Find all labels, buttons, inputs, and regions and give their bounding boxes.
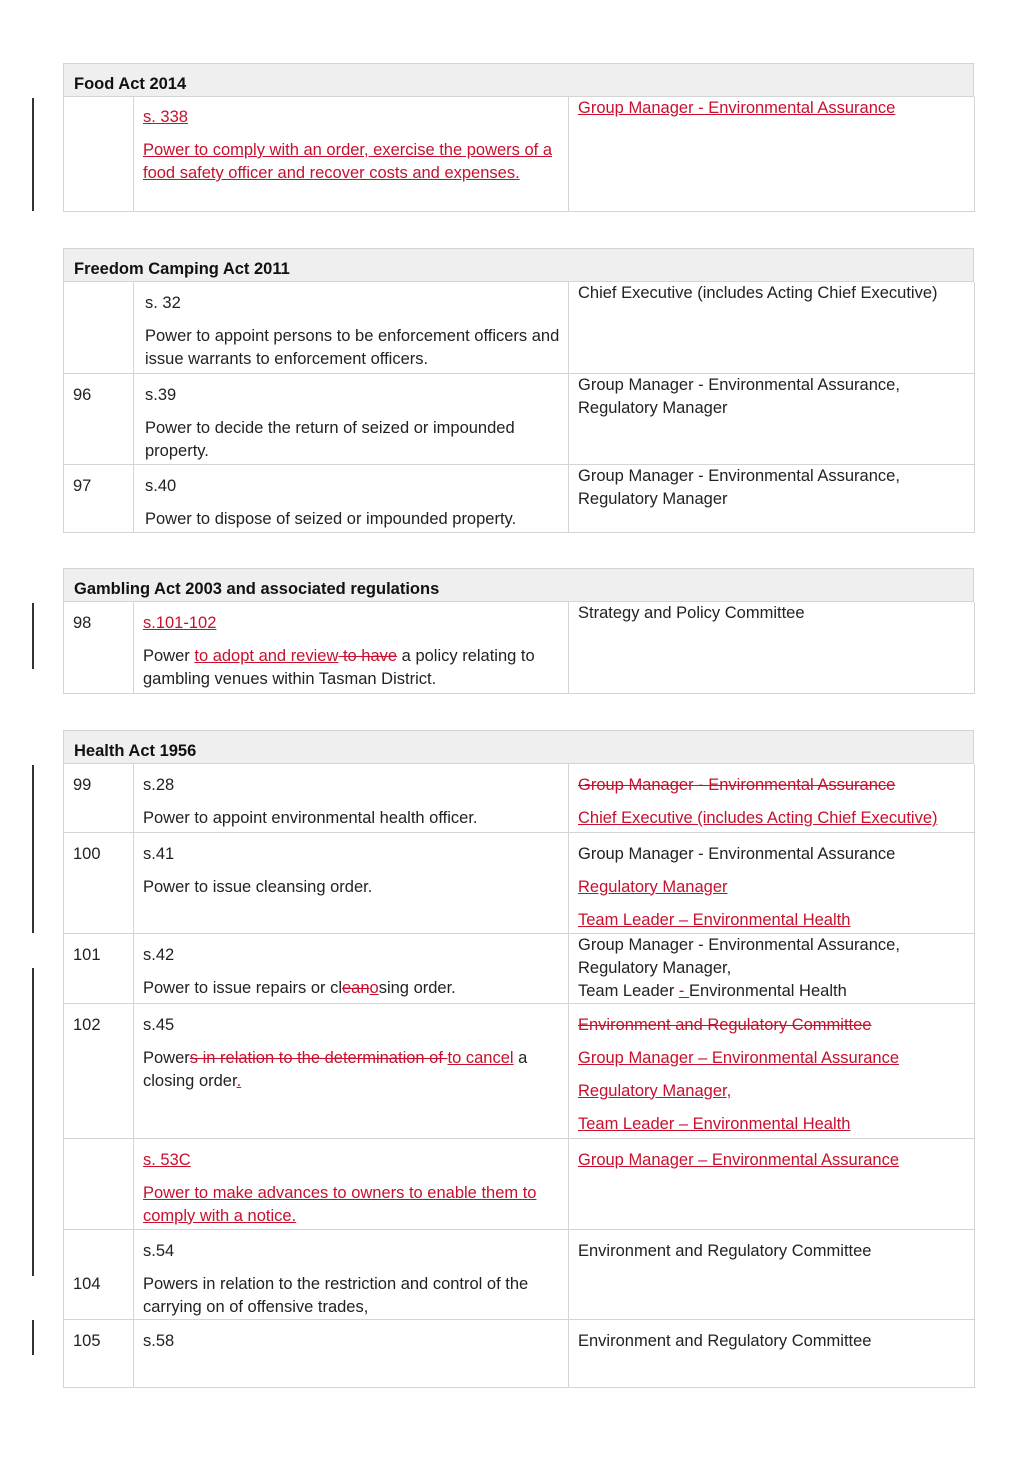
table-row [64, 282, 975, 373]
delegate-inserted: Regulatory Manager, [578, 1081, 732, 1100]
inserted-text: . [236, 1071, 242, 1090]
delegate-cell [569, 1003, 975, 1138]
row-number-text: 96 [73, 385, 92, 404]
delegate-text: Chief Executive (includes Acting Chief Executive) [578, 284, 938, 302]
row-number [64, 1003, 134, 1138]
row-number-text: 97 [73, 476, 92, 495]
row-number-text: 104 [73, 1274, 101, 1293]
change-bar [32, 1320, 34, 1355]
power-cell [134, 933, 569, 1003]
section-ref: s.54 [143, 1241, 175, 1260]
text-run: a policy relating to gambling venues within Tasman District. [143, 647, 535, 688]
inserted-text: - [678, 981, 689, 1000]
delegate-text: Environment and Regulatory Committee [578, 1331, 872, 1350]
table-row [64, 373, 975, 464]
change-bar [32, 968, 34, 1276]
power-cell [134, 1319, 569, 1387]
delegate-deleted: Group Manager - Environmental Assurance [578, 776, 896, 794]
row-number [64, 933, 134, 1003]
table-row [64, 933, 975, 1003]
delegate-cell [569, 1229, 975, 1319]
delegate-inserted: Chief Executive (includes Acting Chief Executive) [578, 809, 938, 827]
power-text: Power to appoint environmental health officer. [143, 809, 478, 827]
text-run: a closing order [143, 1048, 528, 1090]
row-number-text: 105 [73, 1331, 101, 1350]
row-number [64, 764, 134, 832]
section-title: Freedom Camping Act 2011 [63, 248, 974, 282]
power-cell [134, 602, 569, 693]
section-title: Food Act 2014 [63, 63, 974, 97]
delegation-table [63, 97, 975, 212]
row-number [64, 1229, 134, 1319]
delegate-inserted: Team Leader – Environmental Health [578, 910, 851, 929]
power-text: Powers in relation to the restriction and control of the carrying on of offensive trades, [143, 1274, 529, 1316]
power-cell [134, 1229, 569, 1319]
row-number [64, 282, 134, 373]
delegate-inserted: Regulatory Manager [578, 877, 728, 896]
power-text: Power to make advances to owners to enable them to comply with a notice. [143, 1183, 537, 1225]
delegate-deleted: Environment and Regulatory Committee [578, 1015, 872, 1034]
power-text: Power to dispose of seized or impounded property. [145, 509, 517, 528]
table-row [64, 97, 975, 211]
power-text [143, 1047, 562, 1093]
deleted-text: ean [342, 978, 370, 997]
section-ref: s. 32 [145, 294, 181, 312]
row-number [64, 832, 134, 933]
delegate-cell [569, 832, 975, 933]
text-run: sing order. [378, 978, 456, 997]
power-cell [134, 97, 569, 211]
section-food-act [63, 63, 974, 212]
delegate-text: Group Manager - Environmental Assurance [578, 99, 896, 117]
delegate-cell [569, 97, 975, 211]
power-cell [134, 464, 569, 532]
delegate-cell [569, 1319, 975, 1387]
inserted-text: o [369, 978, 379, 997]
text-run: Power to issue repairs or cl [143, 978, 342, 997]
row-number-text: 102 [73, 1015, 101, 1034]
delegate-text: Group Manager - Environmental Assurance, Regulatory Manager [578, 375, 900, 417]
row-number [64, 97, 134, 211]
delegation-table [63, 764, 975, 1388]
delegate-inserted: Group Manager – Environmental Assurance [578, 1150, 900, 1169]
row-number-text: 101 [73, 945, 101, 964]
table-row [64, 832, 975, 933]
section-ref: s.101-102 [143, 614, 217, 632]
power-cell [134, 1138, 569, 1229]
table-row [64, 464, 975, 532]
text-run: Environmental Health [689, 981, 847, 1000]
table-row [64, 1319, 975, 1387]
deleted-text: to have [338, 647, 398, 665]
section-ref: s.58 [143, 1331, 175, 1350]
section-title: Health Act 1956 [63, 730, 974, 764]
power-cell [134, 764, 569, 832]
delegate-text: Environment and Regulatory Committee [578, 1241, 872, 1260]
power-text: Power to decide the return of seized or impounded property. [145, 418, 515, 460]
delegate-text: Strategy and Policy Committee [578, 604, 805, 622]
delegate-text: Group Manager - Environmental Assurance [578, 844, 896, 863]
delegate-text: Regulatory Manager, [578, 958, 732, 977]
section-gambling-act [63, 568, 974, 694]
power-cell [134, 832, 569, 933]
power-text [143, 645, 562, 691]
delegation-table [63, 602, 975, 694]
inserted-text: to cancel [447, 1048, 514, 1067]
section-ref: s.40 [145, 476, 177, 495]
change-bar [32, 98, 34, 211]
change-bar [32, 603, 34, 669]
delegate-cell [569, 602, 975, 693]
section-ref: s. 338 [143, 108, 188, 126]
text-run: Power [143, 647, 195, 665]
delegate-cell [569, 1138, 975, 1229]
power-text: Power to issue cleansing order. [143, 877, 373, 896]
section-title: Gambling Act 2003 and associated regulations [63, 568, 974, 602]
section-health-act [63, 730, 974, 1388]
change-bar [32, 765, 34, 933]
table-row [64, 764, 975, 832]
delegate-cell [569, 464, 975, 532]
row-number [64, 1319, 134, 1387]
delegate-cell [569, 373, 975, 464]
row-number [64, 1138, 134, 1229]
power-text: Power to comply with an order, exercise the powers of a food safety officer and recover costs and expenses. [143, 141, 553, 182]
delegation-table [63, 282, 975, 533]
table-row [64, 1138, 975, 1229]
section-ref: s.41 [143, 844, 175, 863]
delegate-cell [569, 764, 975, 832]
table-row [64, 1003, 975, 1138]
row-number-text: 100 [73, 844, 101, 863]
inserted-text: to adopt and review [194, 647, 339, 665]
section-freedom-camping-act [63, 248, 974, 533]
row-number-text: 98 [73, 614, 92, 632]
row-number [64, 602, 134, 693]
section-ref: s.28 [143, 776, 175, 794]
section-ref: s. 53C [143, 1150, 191, 1169]
power-cell [134, 1003, 569, 1138]
deleted-text: s in relation to the determination of [189, 1048, 448, 1067]
delegate-text [578, 980, 968, 1003]
row-number [64, 373, 134, 464]
text-run: Team Leader [578, 981, 679, 1000]
delegate-inserted: Group Manager – Environmental Assurance [578, 1048, 900, 1067]
table-row [64, 1229, 975, 1319]
delegate-cell [569, 282, 975, 373]
row-number [64, 464, 134, 532]
power-text [143, 977, 562, 1000]
row-number-text: 99 [73, 776, 92, 794]
delegate-text: Group Manager - Environmental Assurance, [578, 935, 900, 954]
delegate-text: Group Manager - Environmental Assurance, Regulatory Manager [578, 466, 900, 508]
power-text: Power to appoint persons to be enforcement officers and issue warrants to enforcement officers. [145, 327, 560, 368]
section-ref: s.45 [143, 1015, 175, 1034]
section-ref: s.42 [143, 945, 175, 964]
table-row [64, 602, 975, 693]
power-cell [134, 373, 569, 464]
text-run: Power [143, 1048, 190, 1067]
power-cell [134, 282, 569, 373]
section-ref: s.39 [145, 385, 177, 404]
delegate-cell [569, 933, 975, 1003]
delegate-inserted: Team Leader – Environmental Health [578, 1114, 851, 1133]
